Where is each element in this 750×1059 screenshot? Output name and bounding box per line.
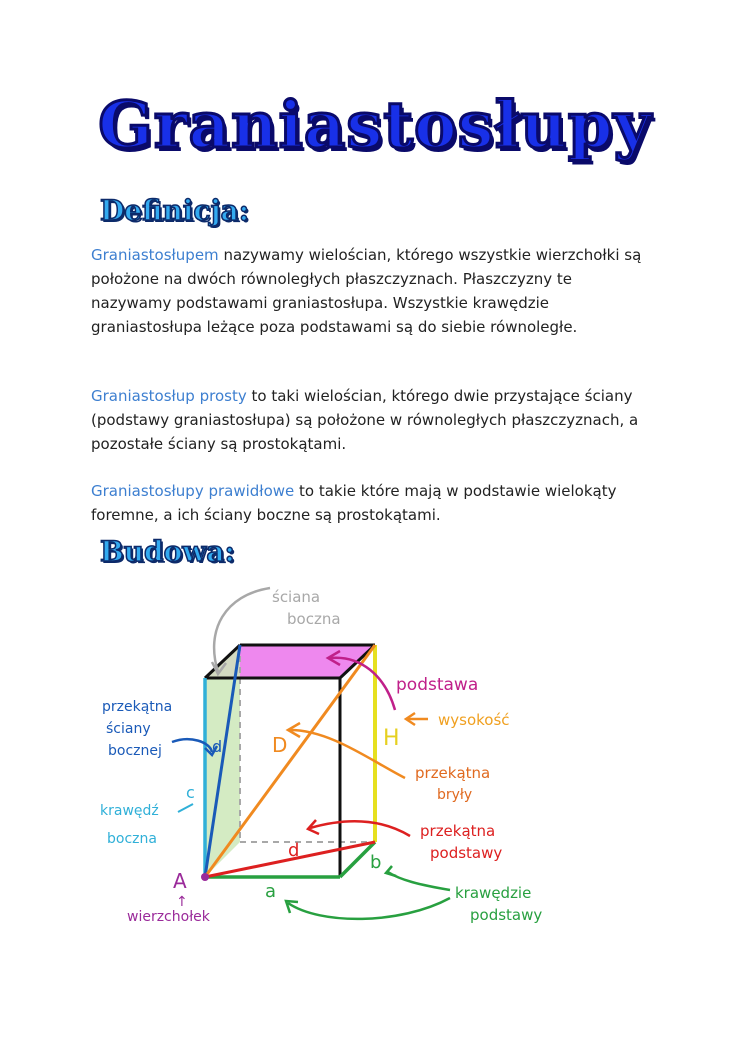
label-krawedz-boczna-1: krawędź	[100, 803, 159, 819]
letter-b: b	[370, 852, 382, 873]
label-przekatna-sciany-3: bocznej	[108, 743, 162, 759]
definition-paragraph-2	[91, 384, 651, 456]
label-krawedzie-podstawy-2: podstawy	[470, 906, 543, 924]
term-graniastoslup: Graniastosłupem	[91, 246, 219, 264]
prism-diagram	[0, 570, 750, 950]
letter-c: c	[186, 783, 195, 802]
definition-paragraph-3	[91, 479, 651, 527]
definition-text-1: nazywamy wielościan, którego wszystkie wierzchołki są położone na dwóch równoległych płaszczyznach. Płaszczyzny te nazywamy podstawami graniastosłupa. Wszystkie krawędzie graniastosłupa leżące poza podstawami są do siebie równoległe.	[91, 246, 642, 336]
definition-heading: Definicja:	[100, 194, 250, 227]
label-wysokosc: wysokość	[438, 711, 510, 729]
letter-H: H	[383, 726, 400, 751]
letter-d-base: d	[288, 840, 300, 861]
definition-text-3: to takie które mają w podstawie wielokąty foremne, a ich ściany boczne są prostokątami.	[91, 482, 617, 524]
label-przekatna-sciany-1: przekątna	[102, 699, 173, 715]
label-krawedzie-podstawy-1: krawędzie	[455, 884, 532, 902]
arrow-krawedzie-b	[388, 872, 450, 890]
term-graniastoslupy-prawidlowe: Graniastosłupy prawidłowe	[91, 482, 295, 500]
letter-D: D	[272, 733, 288, 757]
definition-paragraph-1	[91, 243, 651, 339]
label-podstawa: podstawa	[396, 675, 479, 695]
label-przekatna-podstawy-2: podstawy	[430, 844, 503, 862]
arrow-krawedz-boczna	[178, 804, 193, 812]
label-przekatna-sciany-2: ściany	[106, 721, 151, 737]
label-przekatna-bryly-1: przekątna	[415, 764, 491, 782]
definition-text-2: to taki wielościan, którego dwie przystające ściany (podstawy graniastosłupa) są położone w równoległych płaszczyznach, a pozostałe ściany są prostokątami.	[91, 387, 639, 453]
vertex-A-dot	[201, 873, 209, 881]
label-boczna: boczna	[287, 610, 341, 628]
page-title: Graniastosłupy	[98, 88, 652, 163]
letter-d-face: d	[212, 737, 223, 756]
letter-a: a	[265, 881, 277, 902]
label-wierzcholek: wierzchołek	[127, 909, 210, 925]
structure-heading: Budowa:	[100, 535, 235, 568]
term-graniastoslup-prosty: Graniastosłup prosty	[91, 387, 247, 405]
letter-A: A	[173, 869, 187, 893]
arrow-up-vertex: ↑	[176, 894, 188, 910]
label-przekatna-bryly-2: bryły	[437, 787, 473, 803]
arrow-krawedzie-a	[288, 898, 450, 919]
label-sciana: ściana	[272, 588, 321, 606]
label-krawedz-boczna-2: boczna	[107, 831, 157, 847]
arrow-przekatna-podstawy	[310, 821, 410, 836]
label-przekatna-podstawy-1: przekątna	[420, 822, 496, 840]
